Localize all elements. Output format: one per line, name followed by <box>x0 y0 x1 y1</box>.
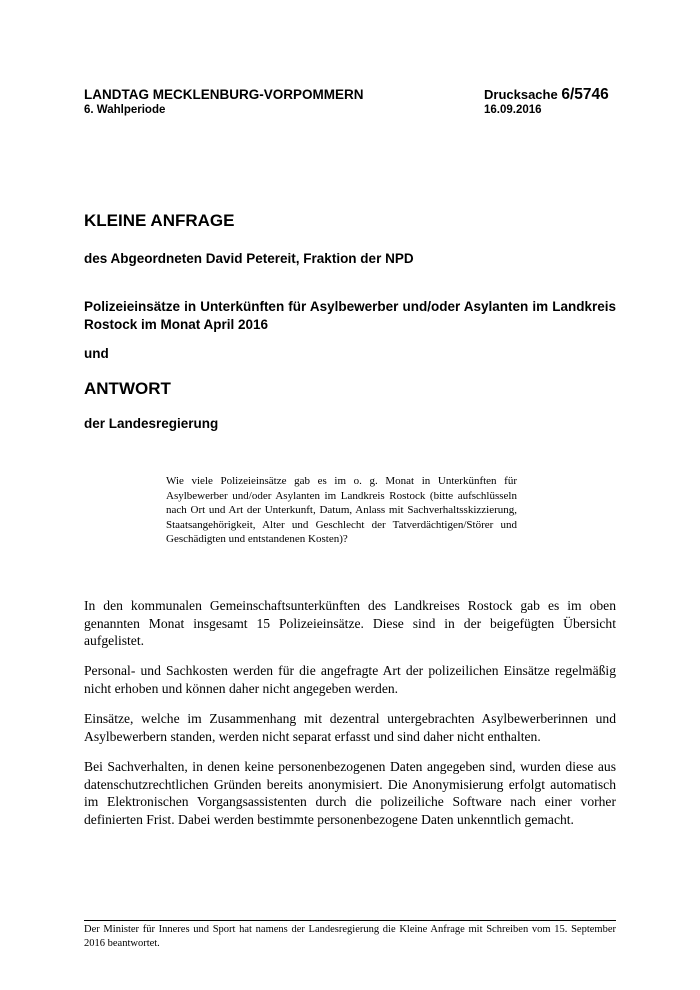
answer-paragraph: Bei Sachverhalten, in denen keine personenbezogenen Daten angegeben sind, wurden diese aus datenschutzrechtlichen Gründen bereits anonymisiert. Die Anonymisierung erfolgt automatisch im Elektronischen Vorgangsassistenten durch die polizeiliche Software nach einer vorher definierten Frist. Dabei werden bestimmte personenbezogene Daten unkenntlich gemacht. <box>84 759 616 827</box>
inquiry-subject: Polizeieinsätze in Unterkünften für Asylbewerber und/oder Asylanten im Landkreis Rostock im Monat April 2016 <box>84 299 616 332</box>
printed-paper-reference <box>484 87 609 103</box>
document-title: KLEINE ANFRAGE <box>84 211 235 230</box>
answer-title: ANTWORT <box>84 379 171 398</box>
document-date: 16.09.2016 <box>484 104 542 116</box>
answer-paragraph: Einsätze, welche im Zusammenhang mit dezentral untergebrachten Asylbewerberinnen und Asylbewerbern standen, werden nicht separat erfasst und sind daher nicht enthalten. <box>84 711 616 744</box>
footnote: Der Minister für Inneres und Sport hat namens der Landesregierung die Kleine Anfrage mit Schreiben vom 15. September 2016 beantwortet. <box>84 924 616 949</box>
printed-paper-label: Drucksache <box>484 87 558 102</box>
document-header-right <box>484 87 609 117</box>
answer-paragraph: In den kommunalen Gemeinschaftsunterkünften des Landkreises Rostock gab es im oben genannten Monat insgesamt 15 Polizeieinsätze. Diese sind in der beigefügten Übersicht aufgelistet. <box>84 598 616 648</box>
election-period: 6. Wahlperiode <box>84 104 166 116</box>
answer-paragraph: Personal- und Sachkosten werden für die angefragte Art der polizeilichen Einsätze regelmäßig nicht erhoben und können daher nicht angegeben werden. <box>84 663 616 696</box>
footnote-divider <box>84 920 616 921</box>
document-header-left <box>84 87 364 117</box>
question-text: Wie viele Polizeieinsätze gab es im o. g. Monat in Unterkünften für Asylbewerber und/oder Asylanten im Landkreis Rostock (bitte aufschlüsseln nach Ort und Art der Unterkunft, Datum, Anlass mit Sachverhaltsskizzierung, Staatsangehörigkeit, Alter und Geschlecht der Tatverdächtigen/Störer und Geschädigten und entstandenen Kosten)? <box>166 475 517 546</box>
answer-author: der Landesregierung <box>84 416 219 431</box>
author-line: des Abgeordneten David Petereit, Fraktion der NPD <box>84 251 414 266</box>
printed-paper-number: 6/5746 <box>561 86 609 103</box>
conjunction: und <box>84 346 109 361</box>
parliament-name: LANDTAG MECKLENBURG-VORPOMMERN <box>84 87 364 102</box>
